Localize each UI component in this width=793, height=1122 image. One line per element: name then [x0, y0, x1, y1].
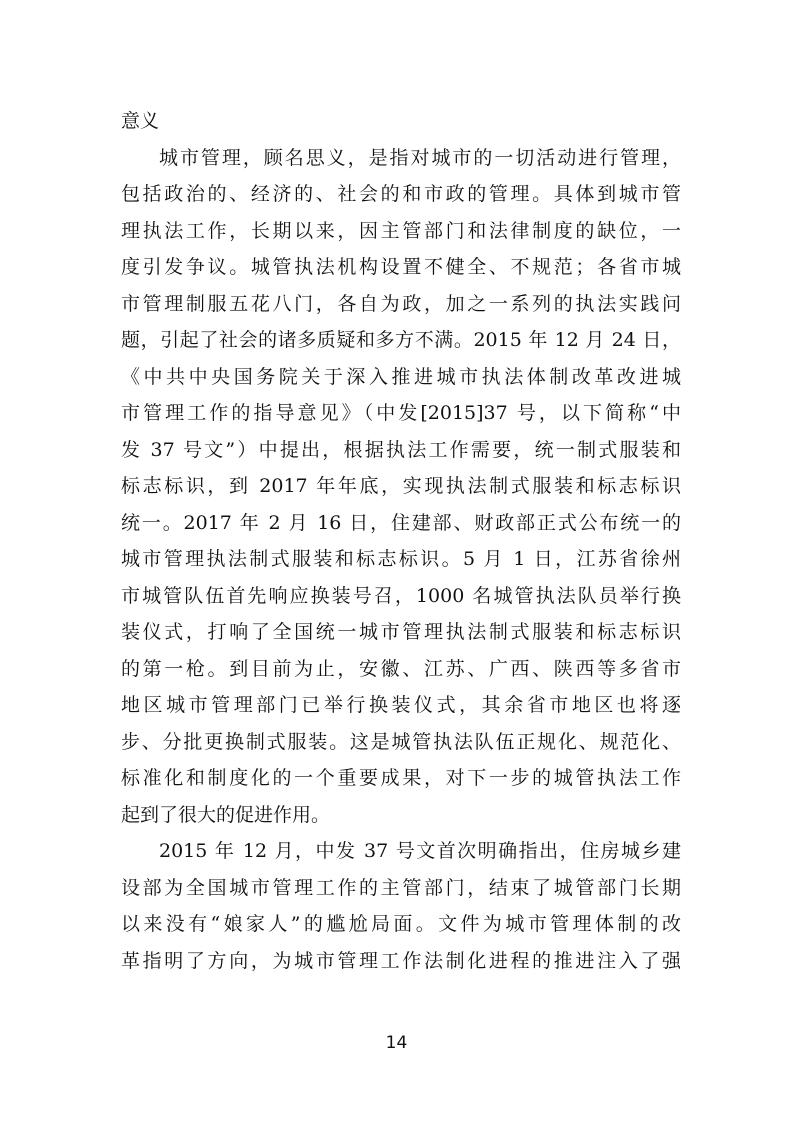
- paragraph-line: 标准化和制度化的一个重要成果，对下一步的城管执法工作: [121, 767, 681, 789]
- paragraph-line: 题，引起了社会的诸多质疑和多方不满。2015 年 12 月 24 日，: [121, 329, 681, 351]
- paragraph-line: 发 37 号文”）中提出，根据执法工作需要，统一制式服装和: [121, 438, 681, 461]
- paragraph-line: 2015 年 12 月，中发 37 号文首次明确指出，住房城乡建: [159, 840, 681, 862]
- paragraph-line: 设部为全国城市管理工作的主管部门，结束了城管部门长期: [121, 876, 681, 899]
- paragraph-line: 市城管队伍首先响应换装号召，1000 名城管执法队员举行换: [121, 584, 681, 607]
- paragraph-line: 步、分批更换制式服装。这是城管执法队伍正规化、规范化、: [121, 730, 681, 753]
- paragraph-line: 统一。2017 年 2 月 16 日，住建部、财政部正式公布统一的: [121, 511, 681, 534]
- paragraph-line: 以来没有“娘家人”的尴尬局面。文件为城市管理体制的改: [121, 913, 681, 935]
- section-heading: 意义: [121, 110, 160, 132]
- paragraph: [121, 140, 681, 834]
- paragraph-line: 装仪式，打响了全国统一城市管理执法制式服装和标志标识: [121, 621, 681, 643]
- paragraph-line: 城市管理，顾名思义，是指对城市的一切活动进行管理，: [159, 146, 681, 169]
- paragraph-line: 市管理工作的指导意见》（中发[2015]37 号，以下简称“中: [121, 402, 681, 424]
- paragraph-line: 度引发争议。城管执法机构设置不健全、不规范；各省市城: [121, 256, 681, 278]
- paragraph-line: 起到了很大的促进作用。: [121, 803, 331, 826]
- paragraph-line: 城市管理执法制式服装和标志标识。5 月 1 日，江苏省徐州: [121, 548, 681, 570]
- paragraph-line: 地区城市管理部门已举行换装仪式，其余省市地区也将逐: [121, 694, 681, 716]
- paragraph-line: 理执法工作，长期以来，因主管部门和法律制度的缺位，一: [121, 219, 681, 242]
- paragraph-line: 标志标识，到 2017 年年底，实现执法制式服装和标志标识: [121, 475, 681, 497]
- paragraph-line: 革指明了方向，为城市管理工作法制化进程的推进注入了强: [121, 949, 681, 972]
- paragraph-line: 《中共中央国务院关于深入推进城市执法体制改革改进城: [121, 365, 681, 388]
- paragraph-line: 包括政治的、经济的、社会的和市政的管理。具体到城市管: [121, 183, 681, 205]
- paragraph: [121, 833, 681, 979]
- page-body: [121, 103, 681, 979]
- paragraph-list: [121, 140, 681, 980]
- paragraph-line: 的第一枪。到目前为止，安徽、江苏、广西、陕西等多省市: [121, 657, 681, 680]
- paragraph-line: 市管理制服五花八门，各自为政，加之一系列的执法实践问: [121, 292, 681, 315]
- page-number: 14: [385, 1033, 408, 1053]
